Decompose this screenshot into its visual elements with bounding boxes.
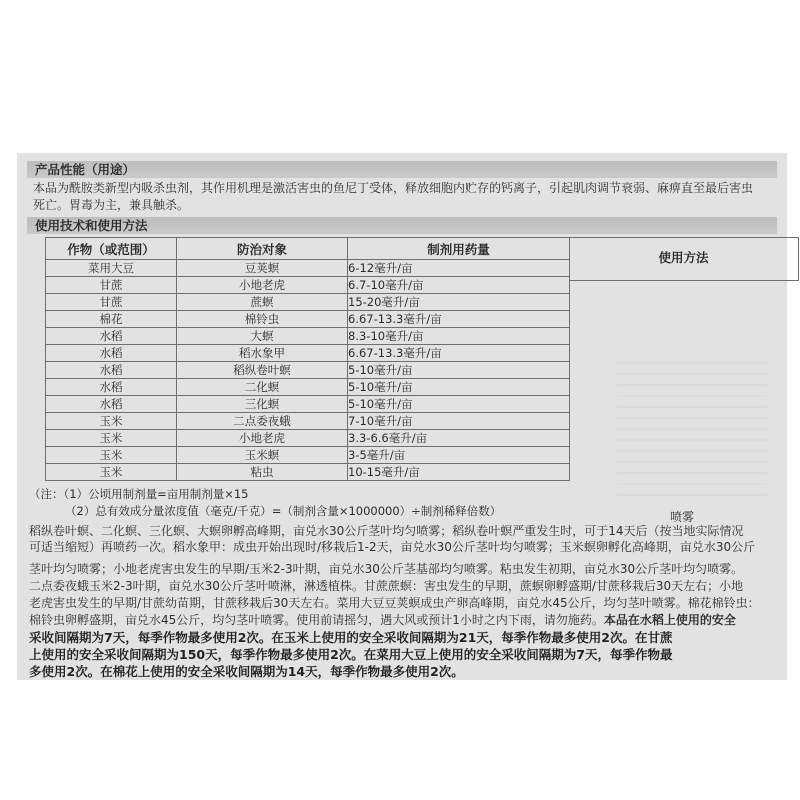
cell-target: 玉米螟 (177, 447, 348, 464)
header-method-label: 使用方法 (658, 250, 709, 265)
cell-target: 棉铃虫 (177, 311, 348, 328)
section-title-performance: 产品性能（用途） (35, 162, 136, 177)
body-line-5: 老虎害虫发生的早期/甘蔗幼苗期，甘蔗移栽后30天左右。菜用大豆豆荚螟成虫产卵高峰期，亩兑水45公斤，均匀茎叶喷雾。棉花棉铃虫： (29, 596, 760, 610)
section-title-usage: 使用技术和使用方法 (35, 218, 148, 233)
table-row (46, 328, 570, 345)
cell-dose: 3-5毫升/亩 (348, 447, 570, 464)
cell-crop: 水稻 (46, 379, 177, 396)
note-line-1: （注：（1）公顷用制剂量=亩用制剂量×15 (29, 487, 249, 501)
cell-crop: 玉米 (46, 413, 177, 430)
table-row (46, 294, 570, 311)
note-line-2: （2）总有效成分量浓度值（毫克/千克）=（制剂含量×1000000）÷制剂稀释倍数） (65, 504, 502, 518)
cell-target: 稻水象甲 (177, 345, 348, 362)
safety-intro: 本品在水稻上使用的安全 (603, 613, 736, 627)
table-row (46, 260, 570, 277)
table-row (46, 311, 570, 328)
header-dose: 制剂用药量 (348, 238, 570, 260)
safety-line-3: 多使用2次。在棉花上使用的安全采收间隔期为14天，每季作物最多使用2次。 (29, 664, 464, 679)
usage-table-body (46, 260, 570, 481)
safety-line-1: 采收间隔期为7天，每季作物最多使用2次。在玉米上使用的安全采收间隔期为21天，每季作物最多使用2次。在甘蔗 (29, 630, 673, 645)
label-sheet (17, 153, 787, 680)
cell-dose: 5-10毫升/亩 (348, 362, 570, 379)
header-target: 防治对象 (177, 238, 348, 260)
cell-crop: 水稻 (46, 396, 177, 413)
body-line-3: 茎叶均匀喷雾；小地老虎害虫发生的早期/玉米2-3叶期，亩兑水30公斤茎基部均匀喷雾。粘虫发生初期，亩兑水30公斤茎叶均匀喷雾。 (29, 562, 744, 576)
body-line-6: 棉铃虫卵孵盛期，亩兑水45公斤，均匀茎叶喷雾。使用前请摇匀，遇大风或预计1小时之内下雨，请勿施药。 (29, 613, 604, 627)
cell-dose: 5-10毫升/亩 (348, 379, 570, 396)
table-row (46, 464, 570, 481)
body-line-2: 可适当缩短）再喷药一次。稻水象甲：成虫开始出现时/移栽后1-2天，亩兑水30公斤茎叶均匀喷雾；玉米螟卵孵化高峰期，亩兑水30公斤 (29, 540, 756, 554)
cell-dose: 3.3-6.6毫升/亩 (348, 430, 570, 447)
table-row (46, 430, 570, 447)
cell-crop: 甘蔗 (46, 277, 177, 294)
cell-dose: 6.67-13.3毫升/亩 (348, 345, 570, 362)
cell-crop: 水稻 (46, 345, 177, 362)
cell-dose: 10-15毫升/亩 (348, 464, 570, 481)
cell-target: 三化螟 (177, 396, 348, 413)
cell-dose: 6.7-10毫升/亩 (348, 277, 570, 294)
cell-crop: 玉米 (46, 447, 177, 464)
cell-target: 大螟 (177, 328, 348, 345)
cell-target: 小地老虎 (177, 277, 348, 294)
table-row (46, 345, 570, 362)
performance-line-2: 死亡。胃毒为主，兼具触杀。 (33, 198, 190, 212)
bleed-through-artwork (617, 353, 767, 503)
header-method (569, 237, 799, 281)
table-row (46, 362, 570, 379)
table-row (46, 447, 570, 464)
cell-dose: 15-20毫升/亩 (348, 294, 570, 311)
section-title-bar (27, 161, 777, 178)
table-row (46, 396, 570, 413)
cell-crop: 玉米 (46, 464, 177, 481)
cell-dose: 6.67-13.3毫升/亩 (348, 311, 570, 328)
safety-line-2: 上使用的安全采收间隔期为150天，每季作物最多使用2次。在菜用大豆上使用的安全采收间隔期为7天，每季作物最 (29, 647, 673, 662)
cell-crop: 棉花 (46, 311, 177, 328)
body-line-1: 稻纵卷叶螟、二化螟、三化螟、大螟卵孵高峰期，亩兑水30公斤茎叶均匀喷雾；稻纵卷叶螟严重发生时，可于14天后（按当地实际情况 (29, 524, 744, 538)
performance-paragraph (33, 180, 753, 214)
cell-crop: 水稻 (46, 362, 177, 379)
cell-crop: 水稻 (46, 328, 177, 345)
cell-crop: 甘蔗 (46, 294, 177, 311)
cell-dose: 5-10毫升/亩 (348, 396, 570, 413)
cell-dose: 7-10毫升/亩 (348, 413, 570, 430)
cell-dose: 8.3-10毫升/亩 (348, 328, 570, 345)
cell-target: 小地老虎 (177, 430, 348, 447)
table-header-row (46, 238, 570, 260)
method-value: 喷雾 (670, 510, 695, 524)
cell-target: 二化螟 (177, 379, 348, 396)
cell-target: 蔗螟 (177, 294, 348, 311)
section-title-bar (27, 217, 777, 234)
performance-line-1: 本品为酰胺类新型内吸杀虫剂，其作用机理是激活害虫的鱼尼丁受体，释放细胞内贮存的钙离子，引起肌肉调节衰弱、麻痹直至最后害虫 (33, 181, 754, 195)
cell-target: 二点委夜蛾 (177, 413, 348, 430)
header-crop: 作物（或范围） (46, 238, 177, 260)
table-row (46, 379, 570, 396)
body-line-4: 二点委夜蛾玉米2-3叶期，亩兑水30公斤茎叶喷淋，淋透植株。甘蔗蔗螟：害虫发生的早期，蔗螟卵孵盛期/甘蔗移栽后30天左右；小地 (29, 579, 744, 593)
usage-table (45, 237, 570, 481)
cell-dose: 6-12毫升/亩 (348, 260, 570, 277)
cell-target: 粘虫 (177, 464, 348, 481)
cell-target: 稻纵卷叶螟 (177, 362, 348, 379)
cell-crop: 玉米 (46, 430, 177, 447)
cell-target: 豆荚螟 (177, 260, 348, 277)
body-line-6-wrap (29, 612, 736, 628)
table-row (46, 277, 570, 294)
cell-crop: 菜用大豆 (46, 260, 177, 277)
table-row (46, 413, 570, 430)
